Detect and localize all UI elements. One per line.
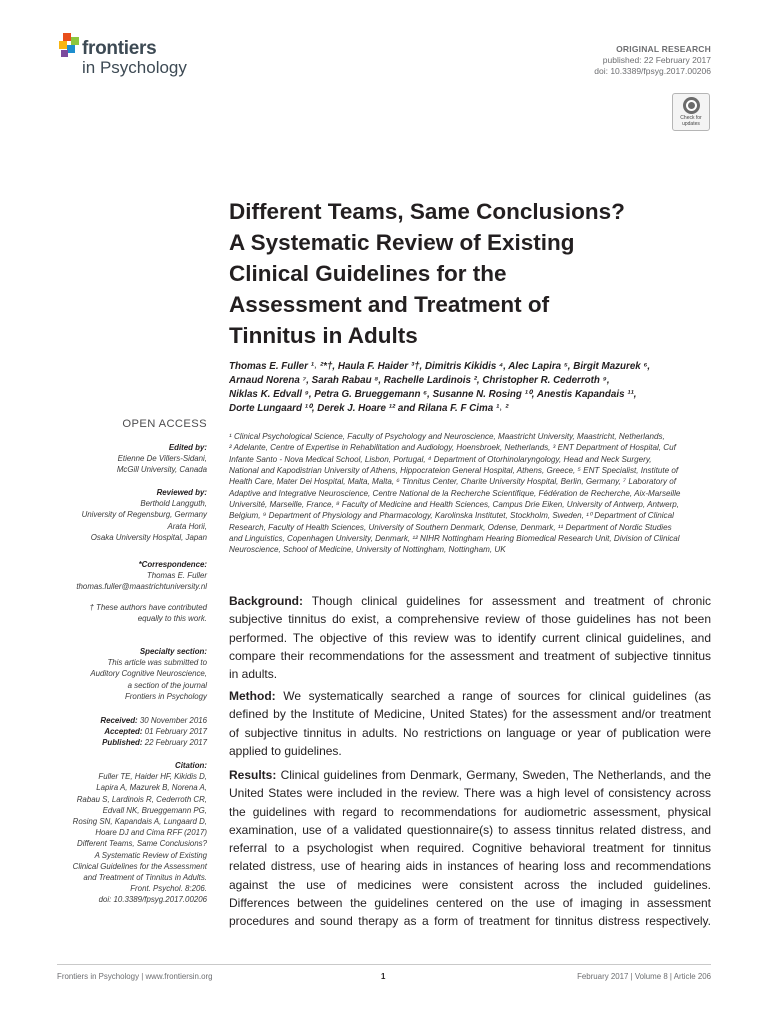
abstract-results [229, 766, 711, 931]
affiliation-line: Health Care, Mater Dei Hospital, Malta, Malta, ⁶ Tinnitus Center, Charite University Hospital, Berlin, Germany, ⁷ Laboratory of [229, 477, 677, 487]
citation-line: A Systematic Review of Existing [94, 850, 207, 860]
article-meta-header [594, 44, 711, 77]
method-first-text: We systematically searched a range of sources for clinical guidelines (as [275, 689, 711, 703]
edited-by-section [117, 442, 207, 476]
published-date-sidebar [100, 737, 207, 748]
published-label: Published: [102, 738, 143, 748]
contrib-line: † These authors have contributed [89, 603, 207, 612]
correspondence-name: Thomas E. Fuller [146, 571, 207, 581]
correspondence-section [76, 559, 207, 593]
citation-heading: Citation: [175, 761, 207, 770]
reviewed-by-section [82, 487, 207, 543]
specialty-heading: Specialty section: [139, 647, 207, 656]
editor-line: McGill University, Canada [116, 465, 207, 475]
citation-line: Lapira A, Mazurek B, Norena A, [96, 783, 207, 793]
citation-line: Rabau S, Lardinois R, Cederroth CR, [76, 794, 207, 804]
accepted-value: 01 February 2017 [144, 727, 207, 737]
affiliation-line: Infante Santo - Nova Medical School, Lisbon, Portugal, ⁴ Department of Otorhinolaryngology, Head and Neck Surgery, [229, 454, 652, 464]
citation-line: Edvall NK, Brueggemann PG, [102, 805, 207, 815]
reviewer-line: University of Regensburg, Germany [81, 510, 207, 520]
accepted-label: Accepted: [104, 727, 143, 737]
specialty-line: This article was submitted to [107, 658, 207, 668]
check-badge-line2: updates [682, 120, 700, 127]
received-label: Received: [100, 716, 138, 725]
affiliation-line: Research, Faculty of Health Sciences, University of Southern Denmark, Odense, Denmark, ¹¹ Department of Nordic Studies [229, 522, 672, 532]
editor-line: Etienne De Villers-Sidani, [117, 454, 207, 464]
check-for-updates-button[interactable] [672, 93, 710, 131]
citation-doi-link[interactable]: doi: 10.3389/fpsyg.2017.00206 [98, 895, 207, 905]
results-line: procedures and sound therapy as a form of treatment for tinnitus distress respectively. [229, 914, 711, 929]
affiliations [229, 431, 713, 556]
citation-line: Different Teams, Same Conclusions? [77, 839, 207, 849]
method-line: defined by the Institute of Medicine, United States) for the assessment and/or treatment [229, 707, 711, 722]
results-line: the guidelines with regard to recommendations for audiometric assessment, physical [229, 804, 711, 819]
title-line: Clinical Guidelines for the [229, 261, 507, 286]
results-first-text: Clinical guidelines from Denmark, Germany, Sweden, The Netherlands, and the [276, 768, 711, 782]
title-line: Tinnitus in Adults [229, 323, 418, 348]
background-label: Background: [229, 594, 304, 608]
affiliation-line: National and Kapodistrian University of Athens, Hippocrateion General Hospital, Athens, Greece, ⁵ ENT Specialist, Institute of [229, 466, 679, 476]
received-value: 30 November 2016 [139, 716, 207, 725]
method-line: applied to guidelines. [229, 743, 342, 758]
footer-divider [57, 964, 711, 965]
affiliation-line: Neuroscience, School of Medicine, University of Nottingham, Nottingham, UK [229, 545, 506, 555]
affiliation-line: Belgium, ⁹ Department of Physiology and Pharmacology, Karolinska Institutet, Stockholm, Sweden, ¹⁰ Department of Clinical [229, 511, 674, 521]
author-list [229, 360, 719, 416]
method-first-line [229, 687, 711, 705]
results-line: against the use of medicines were consistent across the included guidelines. [229, 877, 711, 892]
journal-logo[interactable] [57, 33, 207, 81]
footer-issue-info: February 2017 | Volume 8 | Article 206 [577, 972, 711, 981]
background-line: in adults. [229, 667, 278, 682]
page-number: 1 [381, 972, 386, 981]
edited-by-heading: Edited by: [168, 443, 207, 452]
results-line: related distress, use of hearing aids in instances of hearing loss and recommendations [229, 859, 711, 874]
affiliation-line: and Linguistics, Copenhagen University, Denmark, ¹² NIHR Nottingham Hearing Biomedical Research Unit, Division of Clinical [229, 534, 680, 544]
doi-link[interactable]: doi: 10.3389/fpsyg.2017.00206 [594, 66, 711, 76]
journal-name-line2: in Psychology [82, 58, 187, 77]
results-line: United States were included in the review. There was a high level of consistency across [229, 786, 711, 801]
published-value: 22 February 2017 [144, 738, 207, 748]
affiliation-line: Adaptive and Integrative Neuroscience, Centre National de la Recherche Scientifique, Fédération de Recherche, Aix-Marseille [229, 488, 681, 498]
results-first-line [229, 766, 711, 784]
reviewer-line: Berthold Langguth, [140, 499, 207, 509]
citation-line: Fuller TE, Haider HF, Kikidis D, [98, 772, 207, 782]
correspondence-email-link[interactable]: thomas.fuller@maastrichtuniversity.nl [76, 582, 207, 592]
citation-line: Hoare DJ and Cima RFF (2017) [95, 828, 207, 838]
abstract-method [229, 687, 711, 760]
correspondence-heading: *Correspondence: [138, 560, 207, 569]
footer-journal-link[interactable]: Frontiers in Psychology | www.frontiersin.org [57, 972, 213, 981]
citation-line: Front. Psychol. 8:206. [130, 884, 207, 894]
background-line: performed. The objective of this review was to identify current clinical guidelines, and [229, 630, 711, 645]
citation-line: Clinical Guidelines for the Assessment [72, 861, 207, 871]
method-line: of subjective tinnitus in adults. No restrictions on language or year of publication were [229, 725, 711, 740]
open-access-label: OPEN ACCESS [122, 418, 207, 430]
results-label: Results: [229, 768, 277, 782]
affiliation-line: ¹ Clinical Psychological Science, Faculty of Psychology and Neuroscience, Maastricht University, Maastricht, Netherlands, [229, 432, 665, 441]
article-title [229, 196, 719, 351]
contribution-note [89, 602, 207, 624]
accepted-date [100, 726, 207, 737]
affiliation-line: ² Adelante, Centre of Expertise in Rehabilitation and Audiology, Hoensbroek, Netherlands, ³ ENT Department of Hospital, Cuf [229, 443, 676, 453]
author-line[interactable]: Niklas K. Edvall ⁹, Petra G. Brueggemann ⁶, Susanne N. Rosing ¹⁰, Anestis Kapandais ¹¹, [229, 389, 637, 400]
citation-line: and Treatment of Tinnitus in Adults. [83, 873, 207, 883]
results-line: examination, use of a validated questionnaire(s) to assess tinnitus related distress, and [229, 822, 711, 837]
abstract-background [229, 592, 711, 683]
results-line: referral to a psychologist when required. Cognitive behavioral treatment for tinnitus [229, 841, 711, 856]
title-line: A Systematic Review of Existing [229, 230, 575, 255]
background-first-line [229, 592, 711, 610]
check-badge-line1: Check for [680, 115, 702, 121]
author-line[interactable]: Thomas E. Fuller ¹˒ ²*†, Haula F. Haider ³†, Dimitris Kikidis ⁴, Alec Lapira ⁵, Birgit Mazurek ⁶, [229, 361, 651, 372]
author-line[interactable]: Dorte Lungaard ¹⁰, Derek J. Hoare ¹² and Rilana F. F Cima ¹˒ ² [229, 403, 509, 414]
affiliation-line: Université, Marseille, France, ⁸ Faculty of Medicine and Health Sciences, Campus Drie Eiken, University of Antwerp, Antwerp, [229, 500, 680, 510]
specialty-line: a section of the journal [127, 680, 207, 690]
dates-section [100, 715, 207, 749]
specialty-line: Frontiers in Psychology [124, 691, 207, 701]
background-line: subjective tinnitus do exist, a comprehensive review of those guidelines has not been [229, 612, 711, 627]
reviewed-by-heading: Reviewed by: [156, 488, 207, 497]
contrib-line: equally to this work. [137, 614, 207, 624]
specialty-line: Auditory Cognitive Neuroscience, [90, 669, 207, 679]
article-type: ORIGINAL RESEARCH [616, 44, 711, 54]
published-date: published: 22 February 2017 [602, 55, 711, 65]
journal-name-line1: frontiers [82, 38, 157, 59]
citation-line: Rosing SN, Kapandais A, Lungaard D, [72, 817, 207, 827]
reviewer-line: Osaka University Hospital, Japan [90, 532, 207, 542]
citation-section [73, 760, 207, 906]
title-line: Different Teams, Same Conclusions? [229, 199, 625, 224]
results-line: Differences between the guidelines centered on the use of imaging in assessment [229, 896, 711, 911]
specialty-section [90, 646, 207, 702]
title-line: Assessment and Treatment of [229, 292, 550, 317]
author-line[interactable]: Arnaud Norena ⁷, Sarah Rabau ⁸, Rachelle Lardinois ², Christopher R. Cederroth ⁹, [229, 375, 610, 386]
check-updates-icon [683, 97, 700, 114]
received-date [100, 715, 207, 726]
background-first-text: Though clinical guidelines for assessment and treatment of chronic [303, 594, 711, 608]
frontiers-logo-icon [57, 33, 81, 59]
reviewer-line: Arata Horii, [167, 521, 207, 531]
background-line: compare their recommendations for the assessment and treatment of subjective tinnitus [229, 648, 711, 663]
method-label: Method: [229, 689, 276, 703]
